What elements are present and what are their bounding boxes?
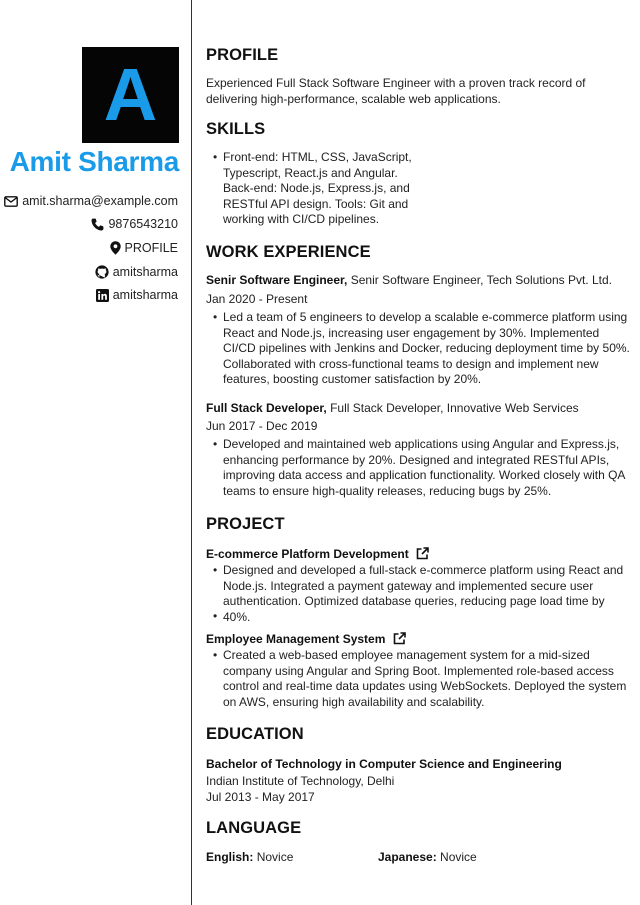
email-contact[interactable] bbox=[4, 194, 178, 208]
envelope-icon bbox=[4, 196, 18, 207]
skills-text: • Front-end: HTML, CSS, JavaScript, Typescript, React.js and Angular. Back-end: Node.js, Express.js, and RESTful API design. Tools: Git and working with CI/CD pipelines. bbox=[223, 150, 412, 226]
linkedin-contact[interactable] bbox=[96, 288, 178, 302]
external-link-icon[interactable] bbox=[416, 547, 429, 560]
job-bullet-text: • Developed and maintained web applications using Angular and Express.js, enhancing performance by 20%. Designed and integrated RESTful APIs, improving data access and application functionality. Worked closely with QA teams to ensure high-quality releases, reducing bugs by 25%. bbox=[223, 437, 625, 498]
empty-bullet bbox=[213, 609, 233, 624]
language-name: English: bbox=[206, 850, 254, 864]
education-school: Indian Institute of Technology, Delhi bbox=[206, 774, 395, 788]
profile-heading: PROFILE bbox=[206, 46, 279, 64]
external-link-icon[interactable] bbox=[393, 632, 406, 645]
education-degree: Bachelor of Technology in Computer Science and Engineering bbox=[206, 757, 562, 771]
profile-summary: Experienced Full Stack Software Engineer with a proven track record of delivering high-performance, scalable web applications. bbox=[206, 76, 586, 106]
project-name: E-commerce Platform Development bbox=[206, 547, 409, 561]
job-bullet bbox=[213, 310, 633, 388]
project-bullet bbox=[213, 563, 633, 625]
job-detail: Senir Software Engineer, Tech Solutions Pvt. Ltd. bbox=[350, 273, 612, 287]
project-heading: PROJECT bbox=[206, 515, 285, 533]
job-role: Senir Software Engineer, bbox=[206, 273, 348, 287]
phone-icon bbox=[91, 218, 104, 231]
education-heading: EDUCATION bbox=[206, 725, 304, 743]
linkedin-icon bbox=[96, 289, 109, 302]
language-item bbox=[378, 850, 477, 866]
github-contact[interactable] bbox=[95, 265, 178, 279]
location-contact bbox=[110, 241, 179, 255]
phone-contact[interactable] bbox=[91, 217, 178, 231]
project-name: Employee Management System bbox=[206, 632, 386, 646]
job-title-line bbox=[206, 401, 630, 417]
email-text: amit.sharma@example.com bbox=[22, 194, 178, 208]
project-title[interactable] bbox=[206, 632, 406, 648]
project-bullet-text: • Designed and developed a full-stack e-commerce platform using React and Node.js. Integrated a payment gateway and implemented secure user authentication. Optimized database queries, reducing page load time by 40%. bbox=[223, 563, 624, 624]
job-role: Full Stack Developer, bbox=[206, 401, 327, 415]
education-dates: Jul 2013 - May 2017 bbox=[206, 790, 315, 804]
language-name: Japanese: bbox=[378, 850, 437, 864]
job-dates: Jun 2017 - Dec 2019 bbox=[206, 419, 318, 433]
skills-item bbox=[213, 150, 423, 228]
job-bullet bbox=[213, 437, 633, 499]
avatar bbox=[82, 47, 179, 143]
work-heading: WORK EXPERIENCE bbox=[206, 243, 371, 261]
candidate-name: Amit Sharma bbox=[9, 146, 179, 177]
job-title-line bbox=[206, 273, 630, 289]
project-bullet-text: • Created a web-based employee management system for a mid-sized company using Angular and Spring Boot. Implemented role-based access control and real-time data updates using WebSockets. Deployed the system on AWS, ensuring high availability and scalability. bbox=[223, 648, 627, 709]
language-heading: LANGUAGE bbox=[206, 819, 302, 837]
avatar-letter: A bbox=[103, 53, 158, 136]
job-detail: Full Stack Developer, Innovative Web Services bbox=[330, 401, 579, 415]
phone-text: 9876543210 bbox=[108, 217, 178, 231]
github-text: amitsharma bbox=[112, 265, 178, 279]
map-pin-icon bbox=[110, 241, 121, 255]
project-title[interactable] bbox=[206, 547, 429, 563]
language-level: Novice bbox=[256, 850, 294, 864]
job-dates: Jan 2020 - Present bbox=[206, 292, 308, 306]
github-icon bbox=[95, 265, 109, 279]
project-bullet bbox=[213, 648, 633, 710]
language-item bbox=[206, 850, 293, 866]
job-bullet-text: • Led a team of 5 engineers to develop a scalable e-commerce platform using React and Node.js, increasing user engagement by 30%. Implemented CI/CD pipelines with Jenkins and Docker, reducing deployment time by 50%. Collaborated with cross-functional teams to design and implement new features, boosting customer satisfaction by 20%. bbox=[223, 310, 630, 386]
linkedin-text: amitsharma bbox=[112, 288, 178, 302]
sidebar bbox=[0, 0, 192, 905]
language-level: Novice bbox=[440, 850, 477, 864]
skills-heading: SKILLS bbox=[206, 120, 266, 138]
location-text: PROFILE bbox=[124, 241, 178, 255]
